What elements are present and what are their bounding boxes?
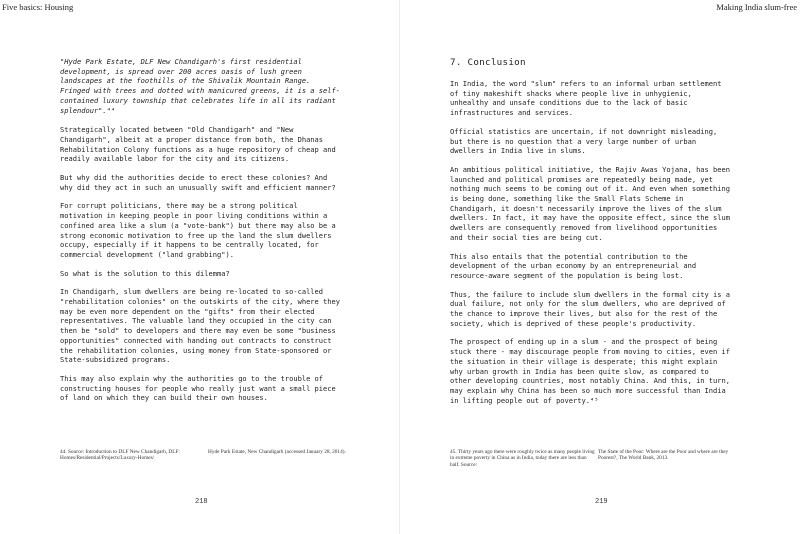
paragraph: But why did the authorities decide to erect these colonies? And why did they act in such an unusually swift and efficient manner? xyxy=(60,173,336,192)
footnote-45-source: 45. Thirty years ago there were roughly twice as many people living in extreme poverty in China as in India, today there are less than half. Source: xyxy=(450,449,595,468)
footnote-44 xyxy=(60,449,360,469)
footnote-44-detail: Hyde Park Estate, New Chandigarh (accessed January 28, 2014). xyxy=(208,449,346,455)
footnote-45 xyxy=(450,449,750,469)
header-right-title: Making India slum-free xyxy=(716,2,797,12)
page-number-left: 218 xyxy=(195,498,208,506)
footnote-44-source: 44. Source: Introduction to DLF New Chandigarh, DLF: Homes/Residential/Projects/Luxury-Homes/ xyxy=(60,449,180,462)
paragraph: Strategically located between "Old Chandigarh" and "New Chandigarh", albeit at a proper distance from both, the Dhanas Rehabilitation Colony functions as a huge repository of cheap and readily available labor for the city and its citizens. xyxy=(60,125,336,164)
right-page xyxy=(400,0,800,534)
page-number-right: 219 xyxy=(595,498,608,506)
section-heading-conclusion: 7. Conclusion xyxy=(450,57,526,68)
paragraph: This may also explain why the authorities go to the trouble of constructing houses for people who really just want a small piece of land on which they can build their own houses. xyxy=(60,373,336,403)
left-text-column xyxy=(60,57,342,412)
hyde-park-quote: "Hyde Park Estate, DLF New Chandigarh's first residential development, is spread over 200 acres oasis of lush green landscapes at the foothills of the Shivalik Mountain Range. Fringed with trees and dotted with manicured greens, it is a self-contained luxury township that celebrates life in all its radiant splendour".⁴⁴ xyxy=(60,57,341,115)
paragraph: Thus, the failure to include slum dwellers in the formal city is a dual failure, not only for the slum dwellers, who are deprived of the chance to improve their lives, but also for the rest of the society, which is deprived of these people's productivity. xyxy=(450,289,731,328)
paragraph: This also entails that the potential contribution to the development of the urban economy by an entrepreneurial and resource-aware segment of the population is being lost. xyxy=(450,251,697,280)
header-left-title: Five basics: Housing xyxy=(2,2,74,12)
paragraph: For corrupt politicians, there may be a strong political motivation in keeping people in poor living conditions within a confined area like a slum (a "vote-bank") but there may also be a strong economic motivation to free up the land the slum dwellers occupy, especially if it happens to be centrally located, for commercial development ("land grabbing"). xyxy=(60,201,336,259)
footnote-45-detail: The State of the Poor: Where are the Poor and where are they Poorest?, The World Bank, 2013. xyxy=(598,449,729,462)
right-text-column xyxy=(450,57,732,414)
paragraph: Official statistics are uncertain, if not downright misleading, but there is no question that a very large number of urban dwellers in India live in slums. xyxy=(450,126,718,156)
paragraph: In India, the word "slum" refers to an informal urban settlement of tiny makeshift shacks where people live in unhygienic, unhealthy and unsafe conditions due to the lack of basic infrastructures and services. xyxy=(450,79,722,118)
paragraph: An ambitious political initiative, the Rajiv Awas Yojana, has been launched and political promises are repeatedly being made, yet nothing much seems to be coming out of it. And even when something is being done, something like the Small Flats Scheme in Chandigarh, it doesn't necessarily improve the lives of the slum dwellers. In fact, it may have the opposite effect, since the slum dwellers are consequently removed from livelihood opportunities and their social ties are being cut. xyxy=(450,164,731,242)
paragraph: In Chandigarh, slum dwellers are being re-located to so-called "rehabilitation colonies" on the outskirts of the city, where they may be even more dependent on the "gifts" from their elected representatives. The valuable land they occupied in the city can then be "sold" to developers and there may even be some "business opportunities" connected with handing out contracts to construct the rehabilitation colonies, using money from State-sponsored or State-subsidized programs. xyxy=(60,287,341,365)
paragraph: So what is the solution to this dilemma? xyxy=(60,268,230,278)
paragraph: The prospect of ending up in a slum - and the prospect of being stuck there - may discourage people from moving to cities, even if the situation in their village is desperate; this might explain why urban growth in India has been quite slow, as compared to other developing countries, most notably China. And this, in turn, may explain why China has been so much more successful than India in lifting people out of poverty.⁴⁵ xyxy=(450,337,731,405)
